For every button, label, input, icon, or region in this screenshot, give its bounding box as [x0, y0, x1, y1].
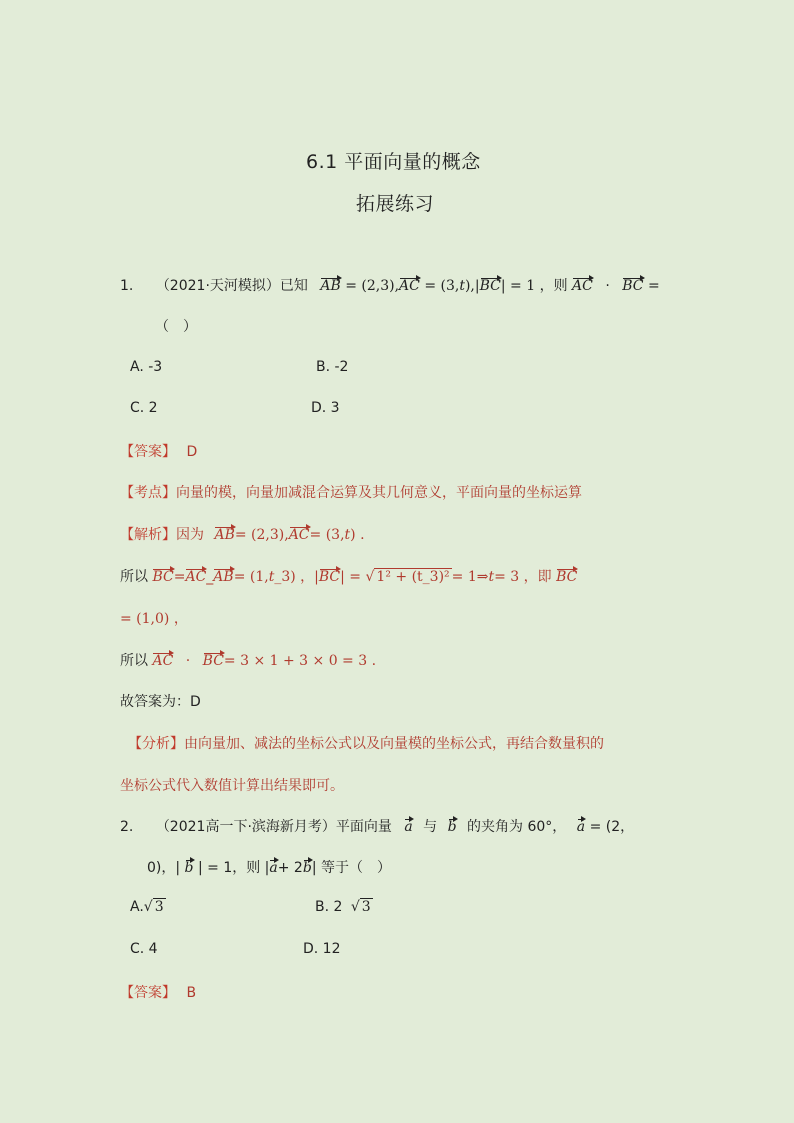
- kaodian-text: 向量的模，向量加减混合运算及其几何意义，平面向量的坐标运算: [176, 485, 582, 501]
- radicand: 3: [154, 899, 164, 915]
- answer-paren: （ ）: [155, 319, 197, 335]
- vector-a: a: [576, 819, 586, 835]
- vector-bc: BC: [556, 569, 578, 585]
- kaodian-row: [120, 482, 582, 502]
- jiexi-line-3: = (1,0) ，: [120, 611, 188, 627]
- expr: ) .: [350, 527, 365, 543]
- page-title: 6.1 平面向量的概念: [306, 151, 481, 173]
- question-1-stem: [120, 275, 660, 295]
- vector-ac: AC: [399, 278, 420, 294]
- option-b: [315, 899, 373, 915]
- jiexi-label: 【解析】: [120, 527, 176, 543]
- expr: =: [173, 569, 186, 585]
- var-t: t: [268, 569, 275, 585]
- vector-ab: AB: [214, 527, 235, 543]
- expr: = (3,: [309, 527, 345, 543]
- dot-op: ·: [605, 278, 610, 294]
- angle-text: 的夹角为 60°，: [467, 819, 567, 835]
- vector-bc: BC: [202, 653, 224, 669]
- expr: = (2，: [589, 819, 635, 835]
- jiexi-intro: 因为: [176, 527, 204, 543]
- jiexi-line-2: [120, 566, 577, 586]
- var-t: t: [488, 569, 495, 585]
- expr: 0)，|: [147, 860, 181, 876]
- expr-ab: = (2,3),: [345, 278, 400, 294]
- question-2-line-2: [147, 857, 391, 877]
- so-text: 所以: [120, 569, 148, 585]
- option-a: [130, 899, 166, 915]
- answer-label: 【答案】: [120, 985, 176, 1001]
- dot-op: ·: [185, 653, 191, 669]
- kaodian-label: 【考点】: [120, 485, 176, 501]
- vector-b: b: [302, 860, 312, 876]
- jiexi-row: [120, 524, 365, 544]
- vector-a: a: [269, 860, 278, 876]
- expr: = (2,3),: [234, 527, 289, 543]
- vector-bc: BC: [152, 569, 174, 585]
- answer-label: 【答案】: [120, 444, 176, 460]
- expr: = 3 ，即: [494, 569, 552, 585]
- vector-ab: AB: [213, 569, 234, 585]
- option-c: C. 2: [130, 400, 158, 416]
- var-t: t: [459, 278, 465, 294]
- expr: = 3 × 1 + 3 × 0 = 3 .: [223, 653, 377, 669]
- radicand: 3: [361, 899, 371, 915]
- sqrt-expr: √ 1² + (t_3)²: [365, 569, 450, 585]
- vector-ac: AC: [572, 278, 593, 294]
- vector-ab: AB: [320, 278, 341, 294]
- vector-b: b: [447, 819, 457, 835]
- vector-a: a: [404, 819, 413, 835]
- answer-row: [120, 441, 197, 461]
- expr-bc: | = 1: [500, 278, 536, 294]
- expr: | = 1，则 |: [197, 860, 270, 876]
- jiexi-line-4: [120, 650, 376, 670]
- option-d: D. 3: [311, 400, 340, 416]
- vector-ac: AC: [185, 569, 207, 585]
- expr: _: [206, 569, 214, 585]
- option-a: A. -3: [130, 359, 163, 375]
- question-source: （2021·天河模拟）已知: [155, 278, 308, 294]
- vector-b: b: [184, 860, 194, 876]
- equals: =: [647, 278, 660, 294]
- expr: + 2: [277, 860, 303, 876]
- question-number: 2.: [120, 819, 134, 835]
- expr: | 等于（ ）: [311, 860, 391, 876]
- question-number: 1.: [120, 278, 134, 294]
- option-d: D. 12: [303, 941, 341, 957]
- page-subtitle: 拓展练习: [356, 193, 435, 215]
- sqrt-3: √ 3: [143, 899, 164, 915]
- conclusion: 故答案为：D: [120, 694, 201, 710]
- then-text: ，则: [539, 278, 568, 294]
- fenxi-text-1: 由向量加、减法的坐标公式以及向量模的坐标公式，再结合数量积的: [184, 736, 604, 752]
- expr: | =: [340, 569, 362, 585]
- question-source: （2021高一下·滨海新月考）平面向量: [155, 819, 392, 835]
- expr: _3) ，|: [274, 569, 319, 585]
- sqrt-3: √ 3: [350, 899, 371, 915]
- and-text: 与: [423, 819, 438, 835]
- option-label: A.: [130, 899, 144, 915]
- question-2-stem: [120, 816, 634, 836]
- vector-ac: AC: [152, 653, 174, 669]
- var-t: t: [344, 527, 351, 543]
- expr: = 1⇒: [451, 569, 489, 585]
- fenxi-label: 【分析】: [128, 736, 184, 752]
- fenxi-text-2: 坐标公式代入数值计算出结果即可。: [120, 778, 344, 794]
- option-label: B. 2: [315, 899, 343, 915]
- so-text: 所以: [120, 653, 148, 669]
- expr-close: ),|: [464, 278, 480, 294]
- vector-bc: BC: [622, 278, 644, 294]
- radicand: 1² + (t_3)²: [376, 569, 450, 585]
- expr: = (1,: [233, 569, 269, 585]
- vector-bc: BC: [318, 569, 341, 585]
- vector-ac: AC: [288, 527, 310, 543]
- expr-ac: = (3,: [424, 278, 460, 294]
- fenxi-row: [128, 733, 604, 753]
- answer-value: B: [186, 985, 197, 1001]
- option-c: C. 4: [130, 941, 158, 957]
- option-b: B. -2: [316, 359, 349, 375]
- answer-value: D: [186, 444, 198, 460]
- vector-bc: BC: [479, 278, 501, 294]
- answer-row-2: [120, 982, 196, 1002]
